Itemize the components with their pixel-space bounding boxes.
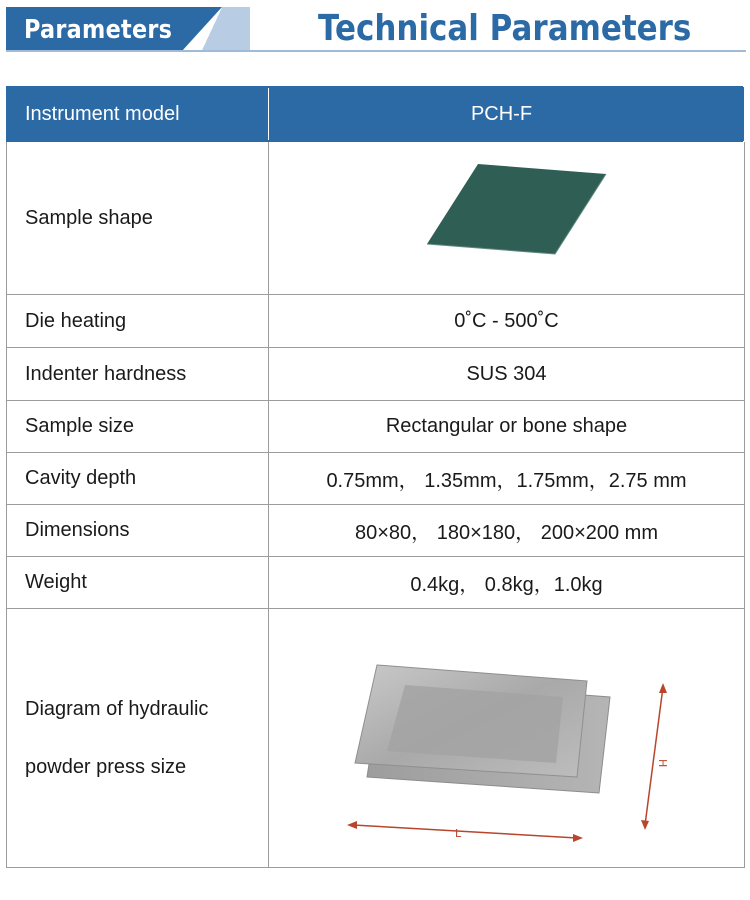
diagram-cell (269, 609, 745, 868)
table-row (7, 453, 745, 505)
header-rule (6, 50, 746, 52)
header-value-cell: PCH-F (269, 87, 745, 142)
parameters-table (6, 86, 745, 868)
sample-size-label: Sample size (7, 401, 269, 453)
sample-size-value: Rectangular or bone shape (269, 401, 745, 453)
table-header-row (7, 87, 745, 142)
weight-label: Weight (7, 557, 269, 609)
page-title: Technical Parameters (318, 8, 692, 49)
cavity-depth-value: 0.75mm， 1.35mm，1.75mm，2.75 mm (269, 453, 745, 505)
table-row (7, 401, 745, 453)
table-row (7, 609, 745, 868)
indenter-hardness-value: SUS 304 (269, 348, 745, 401)
sample-shape-cell (269, 142, 745, 295)
weight-value: 0.4kg， 0.8kg，1.0kg (269, 557, 745, 609)
sample-shape-label: Sample shape (7, 142, 269, 295)
table-row (7, 142, 745, 295)
sample-shape-image (407, 160, 607, 270)
cavity-shape (387, 685, 563, 763)
dimensions-label: Dimensions (7, 505, 269, 557)
table-row (7, 295, 745, 348)
length-dimension-label: L (454, 827, 461, 840)
cavity-depth-label: Cavity depth (7, 453, 269, 505)
diagram-label (7, 609, 269, 868)
header-tab (6, 7, 182, 51)
diagram-label-line1: Diagram of hydraulic (25, 698, 209, 720)
table-row (7, 348, 745, 401)
die-heating-label: Die heating (7, 295, 269, 348)
header-label-cell: Instrument model (7, 87, 269, 142)
table-row (7, 557, 745, 609)
indenter-hardness-label: Indenter hardness (7, 348, 269, 401)
die-heating-value: 0˚C - 500˚C (269, 295, 745, 348)
table-row (7, 505, 745, 557)
press-size-diagram (337, 625, 677, 845)
dimensions-value: 80×80， 180×180， 200×200 mm (269, 505, 745, 557)
height-dimension-arrow (641, 683, 667, 830)
page-header (0, 0, 750, 60)
sample-plate-shape (427, 164, 606, 254)
height-dimension-label: H (655, 759, 669, 768)
header-slant-decoration (190, 7, 250, 51)
length-dimension-arrow (347, 821, 583, 842)
diagram-label-line2: powder press size (25, 756, 187, 778)
header-tab-label: Parameters (24, 15, 173, 45)
